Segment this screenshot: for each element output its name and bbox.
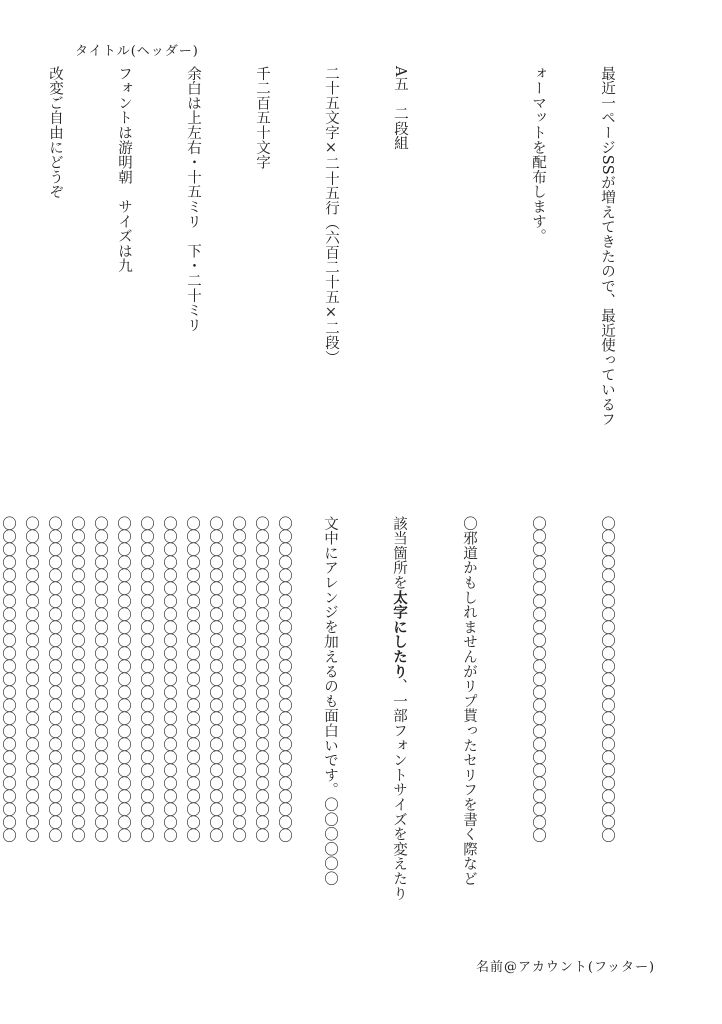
placeholder-line: 〇〇〇〇〇〇〇〇〇〇〇〇〇〇〇〇〇〇〇〇〇〇〇〇〇 (23, 516, 39, 841)
placeholder-line: 〇〇〇〇〇〇〇〇〇〇〇〇〇〇〇〇〇〇〇〇〇〇〇〇〇 (184, 516, 200, 841)
blank-line (457, 66, 480, 496)
placeholder-line: 〇〇〇〇〇〇〇〇〇〇〇〇〇〇〇〇〇〇〇〇〇〇〇〇〇 (207, 516, 223, 841)
placeholder-line: 〇〇〇〇〇〇〇〇〇〇〇〇〇〇〇〇〇〇〇〇〇〇〇〇〇 (253, 516, 269, 841)
placeholder-line: 〇〇〇〇〇〇〇〇〇〇〇〇〇〇〇〇〇〇〇〇〇〇〇〇〇 (161, 516, 177, 841)
text-line: フォントは游明朝 サイズは九 (116, 66, 132, 274)
text-line: A五 二段組 (392, 66, 408, 151)
text-line: 〇邪道かもしれませんがリプ貰ったセリフを書く際など (461, 516, 477, 886)
placeholder-line: 〇〇〇〇〇〇〇〇〇〇〇〇〇〇〇〇〇〇〇〇〇〇〇〇〇 (0, 516, 16, 841)
placeholder-line: 〇〇〇〇〇〇〇〇〇〇〇〇〇〇〇〇〇〇〇〇〇〇〇〇〇 (92, 516, 108, 841)
lower-column-text (0, 516, 664, 926)
page-footer: 名前@アカウント(フッター) (476, 960, 656, 975)
upper-column-text (0, 66, 664, 496)
text-line: 余白は上左右・十五ミリ 下・二十ミリ (185, 66, 201, 333)
placeholder-line: 〇〇〇〇〇〇〇〇〇〇〇〇〇〇〇〇〇〇〇〇〇〇〇〇〇 (46, 516, 62, 841)
placeholder-line: 〇〇〇〇〇〇〇〇〇〇〇〇〇〇〇〇〇〇〇〇〇〇〇〇〇 (138, 516, 154, 841)
text-line: 最近一ページSSが増えてきたので、最近使っているフ (599, 66, 615, 427)
text-line: 文中にアレンジを加えるのも面白いです。〇〇〇〇〇〇 (322, 516, 338, 886)
placeholder-line: 〇〇〇〇〇〇〇〇〇〇〇〇〇〇〇〇〇〇〇〇〇〇〇〇〇 (599, 516, 615, 841)
text-line: ォーマットを配布します。 (530, 66, 546, 244)
text-line: 千二百五十文字 (254, 66, 270, 170)
text-fragment: 該当箇所を (391, 516, 407, 590)
page-header: タイトル(ヘッダー) (75, 44, 199, 59)
text-line-with-bold (387, 516, 411, 926)
text-line: 二十五文字×二十五行（六百二十五×二段） (323, 66, 339, 365)
placeholder-line: 〇〇〇〇〇〇〇〇〇〇〇〇〇〇〇〇〇〇〇〇〇〇〇〇〇 (69, 516, 85, 841)
text-line: 改変ご自由にどうぞ (47, 66, 63, 200)
bold-text: 太字にしたり (391, 590, 408, 679)
placeholder-line: 〇〇〇〇〇〇〇〇〇〇〇〇〇〇〇〇〇〇〇〇〇〇〇〇〇 (230, 516, 246, 841)
placeholder-line: 〇〇〇〇〇〇〇〇〇〇〇〇〇〇〇〇〇〇〇〇〇〇〇〇〇 (115, 516, 131, 841)
placeholder-line: 〇〇〇〇〇〇〇〇〇〇〇〇〇〇〇〇〇〇〇〇〇〇〇〇〇 (276, 516, 292, 841)
placeholder-line: 〇〇〇〇〇〇〇〇〇〇〇〇〇〇〇〇〇〇〇〇〇〇〇〇〇 (530, 516, 546, 841)
text-fragment: 、一部フォントサイズを変えたり (391, 678, 407, 901)
